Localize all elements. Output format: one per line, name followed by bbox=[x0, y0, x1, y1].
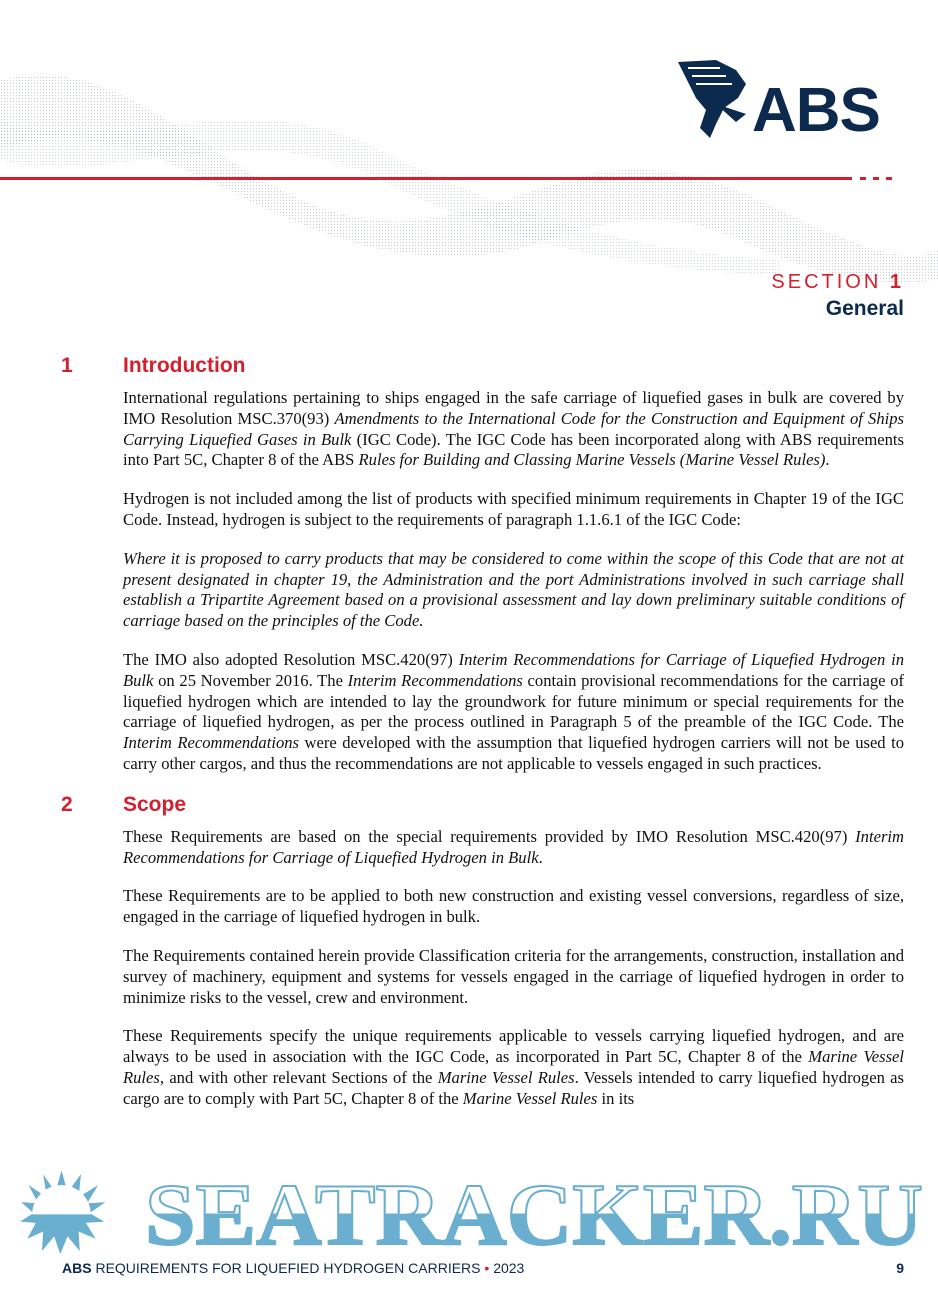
paragraph bbox=[123, 886, 904, 928]
header-red-dots bbox=[860, 177, 892, 180]
header-red-rule bbox=[0, 177, 852, 180]
paragraph bbox=[123, 388, 904, 471]
text-run: The Requirements contained herein provide Classification criteria for the arrangements, construction, installation and survey of machinery, equipment and systems for vessels engaged in the carriage of liquefied hydrogen in order to minimize risks to the vessel, crew and environment. bbox=[123, 945, 904, 1007]
text-run: International regulations pertaining to ships engaged in the safe carriage of liquefied gases in bulk are covered by IMO Resolution MSC.370(93) bbox=[123, 388, 904, 428]
text-run: were developed with the assumption that liquefied hydrogen carriers will not be used to carry other cargos, and thus the recommendations are not applicable to vessels engaged in such practices. bbox=[123, 733, 905, 773]
paragraph bbox=[123, 1026, 904, 1109]
section-heading-number: 2 bbox=[61, 792, 73, 816]
section-heading bbox=[61, 792, 904, 819]
section-heading-title: Introduction bbox=[123, 354, 246, 377]
italic-text: Interim Recommendations bbox=[347, 670, 523, 690]
paragraph bbox=[123, 946, 904, 1008]
paragraph bbox=[123, 489, 904, 531]
text-run: contain provisional recommendations for the carriage of liquefied hydrogen which are intended to lay the groundwork for future minimum or special requirements for the carriage of liquefied hydrogen, as per the process outlined in Paragraph 5 of the preamble of the IGC Code. The bbox=[123, 670, 905, 732]
page-footer bbox=[62, 1260, 904, 1277]
section-number: 1 bbox=[889, 271, 904, 293]
text-run: Where it is proposed to carry products that may be considered to come within the scope of this Code that are not at present designated in chapter 19, the Administration and the port Administrations involved in such carriage shall establish a Tripartite Agreement based on a provisional assessment and lay down preliminary suitable conditions of carriage based on the principles of the Code. bbox=[123, 548, 904, 631]
italic-text: Interim Recommendations for Carriage of Liquefied Hydrogen in Bulk bbox=[123, 826, 904, 867]
page-number: 9 bbox=[896, 1260, 904, 1276]
text-run: in its bbox=[597, 1088, 635, 1108]
footer-year: 2023 bbox=[493, 1260, 525, 1276]
text-run: These Requirements specify the unique requirements applicable to vessels carrying liquefied hydrogen, and are always to be used in association with the IGC Code, as incorporated in Part 5C, Chapter 8 of the bbox=[123, 1026, 904, 1067]
italic-text: Amendments to the International Code for the Construction and Equipment of Ships Carrying Liquefied Gases in Bulk bbox=[123, 408, 905, 449]
text-run: . bbox=[538, 847, 543, 867]
text-run: These Requirements are to be applied to both new construction and existing vessel conversions, regardless of size, engaged in the carriage of liquefied hydrogen in bulk. bbox=[123, 886, 904, 927]
text-run: . Vessels intended to carry liquefied hydrogen as cargo are to comply with Part 5C, Chapter 8 of the bbox=[123, 1067, 904, 1108]
section-heading-title: Scope bbox=[123, 792, 187, 816]
text-run: Hydrogen is not included among the list of products with specified minimum requirements in Chapter 19 of the IGC Code. Instead, hydrogen is subject to the requirements of paragraph 1.1.6.1 of the IGC Code: bbox=[123, 489, 904, 529]
text-run: on 25 November 2016. The bbox=[153, 670, 348, 690]
text-run: The IMO also adopted Resolution MSC.420(97) bbox=[123, 649, 459, 669]
watermark-text: SEATRACKER.RU bbox=[145, 1168, 923, 1254]
italic-text: Marine Vessel Rules bbox=[123, 1047, 904, 1087]
sun-icon bbox=[20, 1170, 105, 1254]
quoted-paragraph bbox=[123, 549, 904, 632]
paragraph bbox=[123, 827, 904, 869]
footer-brand: ABS bbox=[62, 1260, 92, 1276]
section-heading-number: 1 bbox=[61, 354, 73, 377]
italic-text: Interim Recommendations for Carriage of Liquefied Hydrogen in Bulk bbox=[123, 649, 905, 690]
seatracker-watermark bbox=[0, 1168, 938, 1254]
text-run: These Requirements are based on the special requirements provided by IMO Resolution MSC.420(97) bbox=[123, 826, 856, 846]
italic-text: Interim Recommendations bbox=[123, 733, 300, 753]
section-label bbox=[771, 271, 904, 294]
text-run: , and with other relevant Sections of the bbox=[159, 1067, 438, 1087]
italic-text: Rules for Building and Classing Marine Vessels (Marine Vessel Rules) bbox=[358, 450, 826, 470]
section-title: General bbox=[825, 297, 904, 320]
section-heading bbox=[61, 354, 904, 380]
text-run: (IGC Code). The IGC Code has been incorporated along with ABS requirements into Part 5C, Chapter 8 of the ABS bbox=[123, 429, 905, 470]
abs-logo-text: ABS bbox=[752, 76, 880, 145]
document-body bbox=[61, 354, 905, 1128]
italic-text: Marine Vessel Rules bbox=[462, 1088, 598, 1108]
italic-text: Marine Vessel Rules bbox=[437, 1067, 575, 1087]
paragraph bbox=[123, 650, 904, 775]
text-run: . bbox=[825, 450, 830, 470]
section-label-text: SECTION bbox=[771, 271, 882, 293]
footer-separator: • bbox=[484, 1260, 490, 1276]
footer-title: REQUIREMENTS FOR LIQUEFIED HYDROGEN CARRIERS bbox=[95, 1260, 481, 1276]
